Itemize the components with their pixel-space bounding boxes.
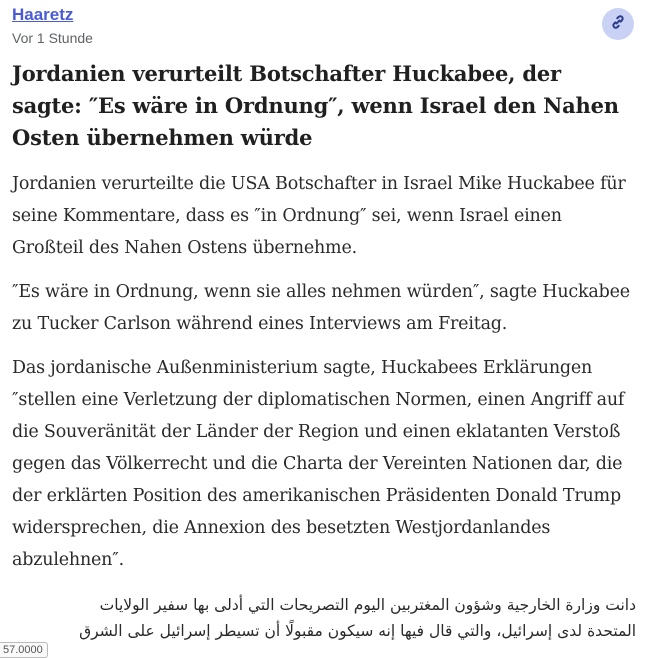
article-title: Jordanien verurteilt Botschafter Huckabee, der sagte: ″Es wäre in Ordnung″, wenn Israel den Nahen Osten übernehmen würde bbox=[12, 61, 619, 150]
edge-label: 57.0000 bbox=[0, 642, 48, 658]
link-icon bbox=[609, 13, 627, 35]
source-link[interactable]: Haaretz bbox=[12, 5, 74, 24]
copy-link-button[interactable] bbox=[602, 8, 634, 40]
article-paragraph: Das jordanische Außenministerium sagte, Huckabees Erklärungen ″stellen eine Verletzung der diplomatischen Normen, einen Angriff auf die Souveränität der Länder der Region und einen eklatanten Verstoß gegen das Völkerrecht und die Charta der Vereinten Nationen dar, die der erklärten Position des amerikanischen Präsidenten Donald Trump widersprechen, die Annexion des besetzten Westjordanlandes abzulehnen″. bbox=[12, 358, 625, 570]
arabic-paragraph: دانت وزارة الخارجية وشؤون المغتربين اليوم التصريحات التي أدلى بها سفير الولايات المتحدة لدى إسرائيل، والتي قال فيها إنه سيكون مقبولًا أن تسيطر إسرائيل على الشرق bbox=[79, 596, 636, 640]
article-paragraph: Jordanien verurteilte die USA Botschafter in Israel Mike Huckabee für seine Kommentare, dass es ″in Ordnung″ sei, wenn Israel einen Großteil des Nahen Ostens übernehme. bbox=[12, 174, 626, 258]
article-header bbox=[12, 4, 636, 48]
article-paragraph: ″Es wäre in Ordnung, wenn sie alles nehmen würden″, sagte Huckabee zu Tucker Carlson während eines Interviews am Freitag. bbox=[12, 282, 630, 334]
timestamp: Vor 1 Stunde bbox=[12, 30, 93, 46]
